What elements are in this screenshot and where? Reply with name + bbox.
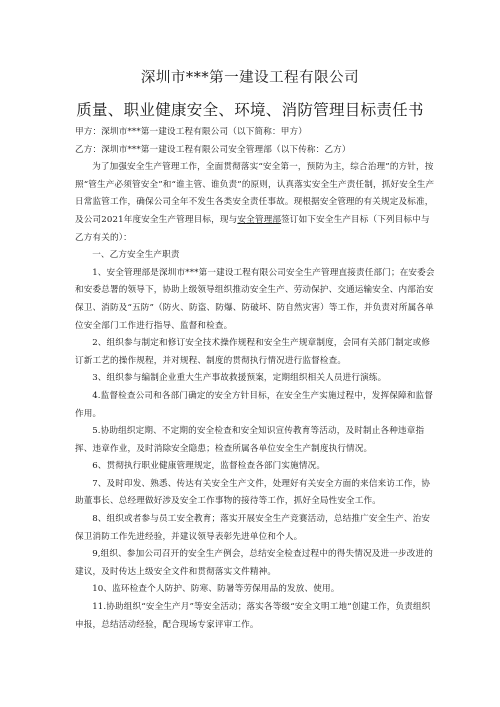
intro-text-2: 签订如下安全生产目标（下列目标中与乙方有关的）： [75, 214, 430, 243]
intro-paragraph [75, 159, 435, 247]
duty-item-6: 6、贯彻执行职业健康管理规定，监督检查各部门实施情况。 [92, 461, 326, 472]
duty-item-9: 9,组织、参加公司召开的安全生产例会，总结安全检查过程中的得失情况及进一步改进的建议，及时传达上级安全文件和贯彻落实文件精神。 [75, 549, 433, 577]
duty-item-4: 4.监督检查公司和各部门确定的安全方针目标，在安全生产实施过程中，发挥保障和监督作用。 [75, 390, 433, 419]
duty-item-2: 2、组织参与制定和修订安全技术操作规程和安全生产规章制度，会同有关部门制定或修订新工艺的操作规程，并对规程、制度的贯彻执行情况进行监督检查。 [75, 338, 431, 366]
duty-item-3: 3、组织参与编制企业重大生产事故救援预案，定期组织相关人员进行演练。 [92, 373, 387, 384]
party-a: 甲方：深圳市***第一建设工程有限公司（以下简称：甲方） [75, 127, 307, 137]
section-heading: 一、乙方安全生产职责 [92, 250, 180, 261]
document-body [75, 124, 435, 634]
duty-item-10: 10、监环检查个人防护、防寒、防暑等劳保用品的发放、使用。 [92, 584, 340, 595]
duty-item-7: 7、及时印发、熟悉、传达有关安全生产文件，处理好有关安全方面的来信来访工作，协助董事长、总经理做好涉及安全工作事物的接待等工作，抓好全局性安全工作。 [75, 478, 431, 507]
company-title: 深圳市***第一建设工程有限公司 [140, 70, 360, 86]
duty-item-11: 11.协助组织“安全生产月”等安全活动；落实各等级“安全文明工地”创建工作，负责组织申报，总结活动经验，配合现场专家评审工作。 [75, 602, 431, 630]
document-title: 质量、职业健康安全、环境、消防管理目标责任书 [76, 101, 424, 119]
intro-underlined-dept: 安全管理部 [237, 214, 282, 225]
intro-text-1: 为了加强安全生产管理工作，全面贯彻落实“安全第一，预防为主，综合治理”的方针，按照“管生产必须管安全”和“谁主管、谁负责”的原则，认真落实安全生产责任制，抓好安全生产日常监管工作，确保公司全年不发生各类安全责任事故。现根据安全管理的有关规定及标准，及公司2021年度安全生产管理目标，现与 [75, 162, 435, 225]
duty-item-5: 5.协助组织定期、不定期的安全检查和安全知识宣传教育等活动，及时制止各种违章指挥、违章作业，及时消除安全隐患；检查所属各单位安全生产制度执行情况。 [75, 426, 425, 454]
duty-item-8: 8、组织或者参与员工安全教育；落实开展安全生产竞赛活动，总结推广安全生产、治安保卫消防工作先进经验，并建议领导表彰先进单位和个人。 [75, 514, 431, 542]
duty-item-1: 1、安全管理部是深圳市***第一建设工程有限公司安全生产管理直接责任部门；在安委会和安委总署的领导下，协助上级领导组织推动安全生产、劳动保护、交通运输安全、内部治安保卫、消防及“五防”（防火、防盗、防爆、防破坏、防自然灾害）等工作，并负责对所属各单位安全部门工作进行指导、监督和检查。 [75, 267, 435, 331]
party-b: 乙方：深圳市***第一建设工程有限公司安全管理部（以下传称：乙方） [75, 144, 351, 155]
